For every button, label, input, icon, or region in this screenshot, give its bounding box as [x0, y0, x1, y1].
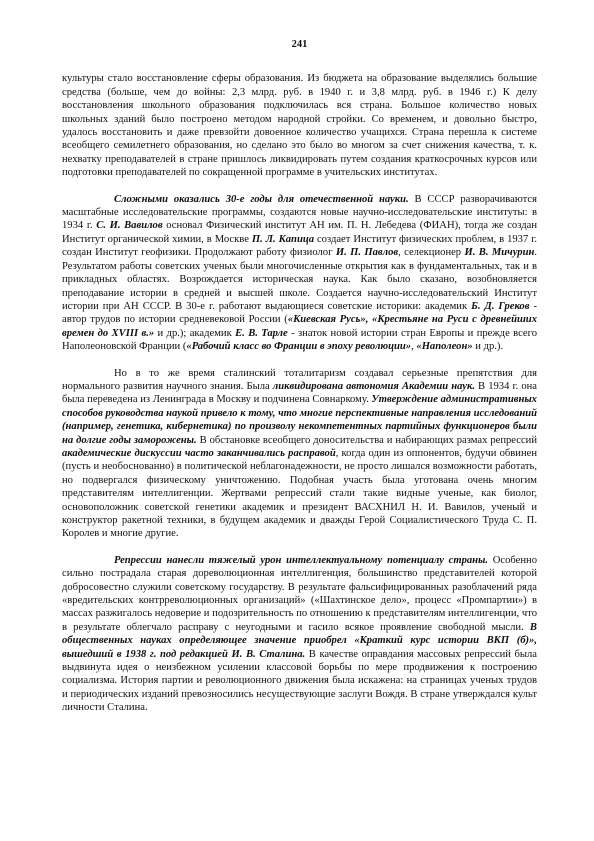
paragraph-gap: [62, 354, 537, 367]
body-text: и др.).: [472, 341, 504, 353]
body-text: В СССР разворачиваются масштабные исследовательские программы, создаются новые научно-исследовательские институты: в 1934 г.: [62, 193, 537, 232]
body-text: Но в то же время сталинский тоталитаризм создавал серьезные препятствия для нормального развития научного знания. Была: [62, 367, 537, 392]
paragraph-gap: [62, 180, 537, 193]
body-text: В 1934 г. она была переведена из Ленинграда в Москву и подчинена Совнаркому.: [62, 380, 537, 406]
body-text: культуры стало восстановление сферы образования. Из бюджета на образование выделялись большие средства (больше, чем до войны: 2,3 млрд. руб. в 1940 г. и 3,8 млрд. руб. в 1946 г.) К делу восстановления школьного образования подключилась вся страна. Большое количество новых школьных зданий было построено методом народной стройки. Со временем, и довольно быстро, удалось восстановить и даже превзойти довоенное количество учащихся. Страна перешла к системе всеобщего семилетнего образования, но сделано это было во многом за счет снижения качества, т. к. нехватку преподавателей в стране пришлось ликвидировать путем создания краткосрочных курсов или подготовки преподавателей по сокращенной программе в учительских институтах.: [62, 73, 537, 179]
emphasis-text: Е. В. Тарле: [235, 327, 288, 339]
emphasis-text: «Киевская Русь», «Крестьяне на Руси с древнейших времен до XVIII в.»: [62, 314, 537, 339]
paragraph-p3: [62, 367, 537, 541]
emphasis-text: Сложными оказались 30-е годы для отечественной науки.: [114, 193, 409, 205]
body-text: . Результатом работы советских ученых были многочисленные открытия как в фундаментальных, так и в прикладных областях. Возрождается историческая наука. Как было сказано, возобновляется преподавание истории в средней и высшей школе. Создается научно-исследовательский Институт истории при АН СССР. В 30-е г. работают выдающиеся советские историки: академик: [62, 247, 538, 312]
emphasis-text: «Рабочий класс во Франции в эпоху революции»: [186, 341, 412, 353]
body-text: В обстановке всеобщего доносительства и набирающих размах репрессий: [196, 434, 537, 446]
emphasis-text: Б. Д. Греков: [471, 300, 530, 312]
emphasis-text: С. И. Вавилов: [96, 220, 163, 232]
body-text: Особенно сильно пострадала старая дореволюционная интеллигенция, большинство представителей которой добросовестно служили советскому государству. В результате фальсифицированных разоблачений ряда «вредительских контрреволюционных организаций» («Шахтинское дело», процесс «Промпартии») в массах разжигалось недоверие и подозрительность по отношению к представителям интеллигенции, что в результате облегчало расправу с неугодными и гасило всякое проявление свободной мысли.: [62, 554, 537, 633]
body-text: основал Физический институт АН им. П. Н. Лебедева (ФИАН), тогда же создан Институт органической химии, в Москве: [62, 220, 537, 245]
emphasis-text: И. П. Павлов: [335, 247, 399, 259]
emphasis-text: ликвидирована автономия Академии наук.: [272, 380, 475, 392]
body-text: В качестве оправдания массовых репрессий была выдвинута идея о неизбежном усилении классовой борьбы по мере продвижения к построению социализма. История партии и революционного движения была искажена: на страницах ученых трудов и периодических изданий превозносились несуществующие заслуги Вождя. В стране утверждался культ личности Сталина.: [62, 648, 537, 714]
page-number: 241: [291, 39, 308, 50]
body-text: - автор трудов по истории средневековой России (: [62, 300, 537, 326]
body-text: , когда один из оппонентов, будучи обвинен (пусть и необоснованно) в политической неблагонадежности, не просто лишался возможности работать, но подвергался физическому уничтожению. Подобная участь была уготована очень многим представителям интеллигенции. Жертвами репрессий стали такие видные ученые, как биолог, основоположник советской генетики академик и президент ВАСХНИЛ Н. И. Вавилов, ученый и конструктор ракетной техники, в будущем академик и дважды Герой Социалистического Труда С. П. Королев и многие другие.: [62, 447, 537, 540]
emphasis-text: В общественных науках определяющее значение приобрел «Краткий курс истории ВКП (б)», вышедший в 1938 г. под редакцией И. В. Сталина.: [62, 621, 537, 660]
emphasis-text: И. В. Мичурин: [464, 247, 535, 259]
body-text: - знаток новой истории стран Европы и прежде всего Наполеоновской Франции (: [62, 327, 537, 353]
emphasis-text: Репрессии нанесли тяжелый урон интеллектуальному потенциалу страны.: [114, 554, 489, 566]
paragraph-p2: [62, 193, 537, 354]
body-text: создает Институт физических проблем, в 1937 г. создан Институт геофизики. Продолжают работу физиолог: [62, 233, 537, 259]
body-text: ,: [411, 341, 417, 353]
body-text: и др.); академик: [154, 327, 236, 339]
emphasis-text: Утверждение административных способов руководства наукой привело к тому, что многие перспективные направления исследований (например, генетика, кибернетика) по произволу некомпетентных партийных функционеров были на долгие годы заморожены.: [62, 394, 537, 446]
paragraph-p1: [62, 72, 537, 179]
emphasis-text: академические дискуссии часто заканчивались расправой: [62, 447, 336, 459]
body-text: , селекционер: [398, 247, 465, 259]
paragraph-gap: [62, 541, 537, 554]
document-body: [62, 72, 537, 714]
emphasis-text: П. Л. Капица: [251, 233, 315, 245]
paragraph-p4: [62, 554, 537, 715]
emphasis-text: «Наполеон»: [416, 341, 473, 353]
